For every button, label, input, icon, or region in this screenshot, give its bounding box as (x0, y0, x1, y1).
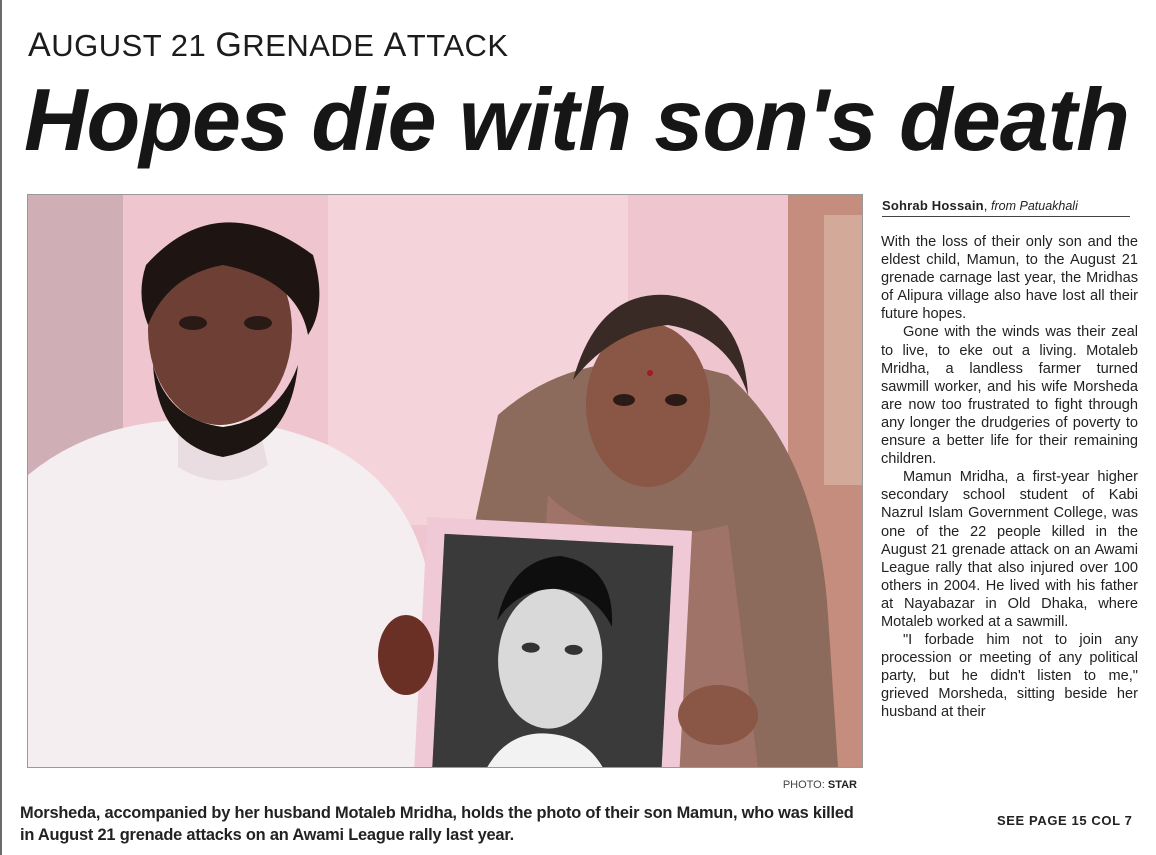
article-body (881, 233, 1138, 811)
byline-location: from Patuakhali (991, 199, 1078, 213)
news-photo (27, 194, 863, 768)
kicker: AUGUST 21 GRENADE ATTACK (28, 26, 509, 64)
page-left-rule (0, 0, 2, 855)
article-paragraph: With the loss of their only son and the eldest child, Mamun, to the August 21 grenade carnage last year, the Mridhas of Alipura village also have lost all their future hopes. (881, 234, 1138, 323)
article-paragraph: "I forbade him not to join any procession or meeting of any political party, but he didn't listen to me," grieved Morsheda, sitting beside her husband at their (881, 632, 1138, 721)
article-paragraph: Mamun Mridha, a first-year higher secondary school student of Kabi Nazrul Islam Government College, was one of the 22 people killed in the August 21 grenade attack on an Awami League rally that also injured over 100 others in 2004. He lived with his father at Nayabazar in Old Dhaka, where Motaleb worked at a sawmill. (881, 469, 1138, 630)
photo-caption: Morsheda, accompanied by her husband Motaleb Mridha, holds the photo of their son Mamun, who was killed in August 21 grenade attacks on an Awami League rally last year. (20, 804, 854, 844)
photo-credit: PHOTO: STAR (782, 779, 857, 791)
byline-author: Sohrab Hossain (882, 198, 984, 213)
byline: Sohrab Hossain, from Patuakhali (882, 198, 1130, 217)
continuation-jump: SEE PAGE 15 COL 7 (997, 813, 1133, 828)
headline: Hopes die with son's death (24, 70, 1129, 169)
article-paragraph: Gone with the winds was their zeal to live, to eke out a living. Motaleb Mridha, a landless farmer turned sawmill worker, and his wife Morsheda are now too frustrated to fight through any longer the drudgeries of poverty to ensure a better life for their remaining children. (881, 324, 1138, 468)
